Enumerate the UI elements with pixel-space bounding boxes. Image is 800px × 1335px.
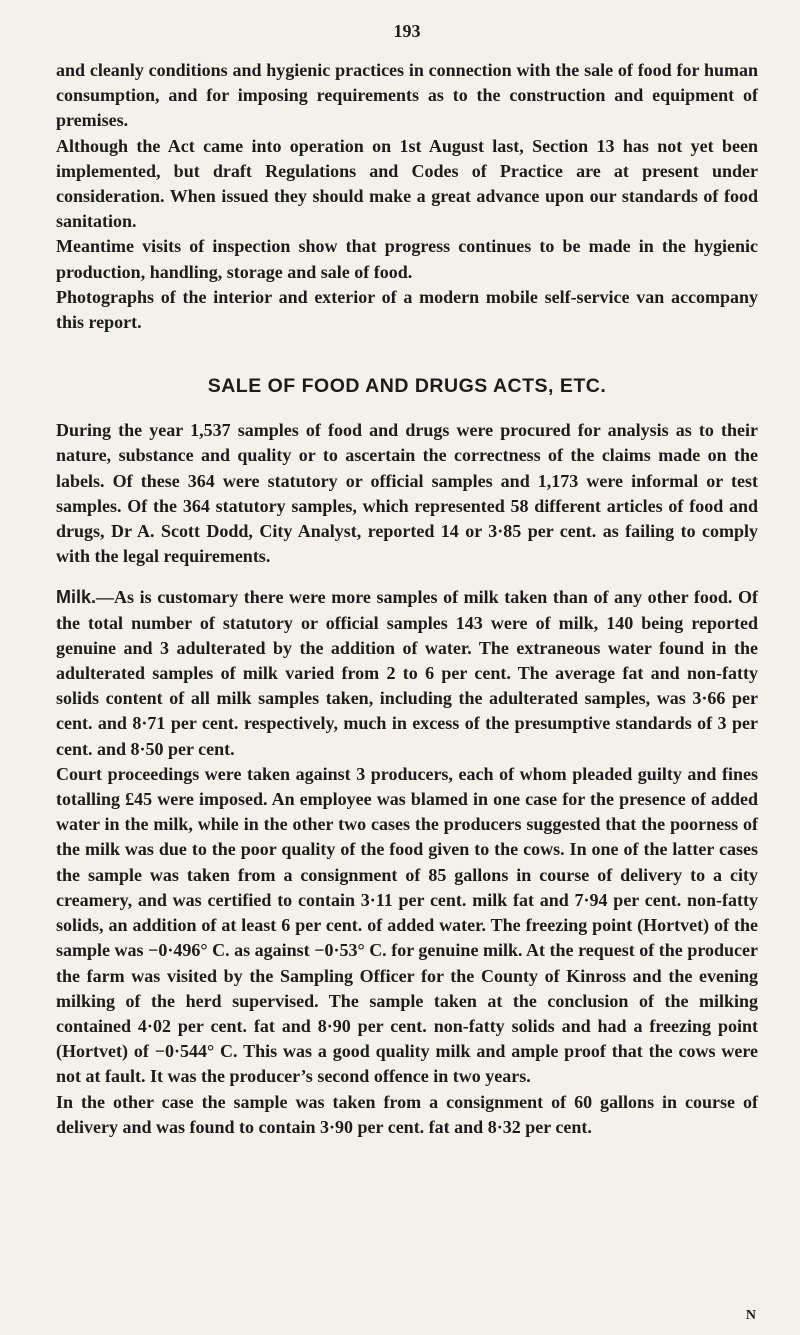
paragraph-food-hygiene-continuation: and cleanly conditions and hygienic practices in connection with the sale of food for human consumption, and for imposing requirements as to the construction and equipment of premises. <box>56 60 758 131</box>
paragraph-act-implementation: Although the Act came into operation on 1st August last, Section 13 has not yet been implemented, but draft Regulations and Codes of Practice are at present under consideration. When issued they should make a great advance upon our standards of food sanitation. <box>56 135 758 232</box>
milk-run-in-heading: Milk. <box>56 587 97 608</box>
printer-signature-mark: N <box>745 1308 756 1323</box>
paragraph-court-proceedings: Court proceedings were taken against 3 producers, each of whom pleaded guilty and fines totalling £45 were imposed. An employee was blamed in one case for the presence of added water in the milk, while in the other two cases the producers suggested that the poorness of the milk was due to the poor quality of the food given to the cows. In one of the latter cases the sample was taken from a consignment of 85 gallons in course of delivery to a city creamery, and was certified to contain 3·11 per cent. milk fat and 7·94 per cent. non-fatty solids, an addition of at least 6 per cent. of added water. The freezing point (Hortvet) of the sample was −0·496° C. as against −0·53° C. for genuine milk. At the request of the producer the farm was visited by the Sampling Officer for the County of Kinross and the evening milking of the herd supervised. The sample taken at the conclusion of the milking contained 4·02 per cent. fat and 8·90 per cent. non-fatty solids and had a freezing point (Hortvet) of −0·544° C. This was a good quality milk and ample proof that the cows were not at fault. It was the producer’s second offence in two years. <box>56 763 758 1087</box>
milk-overview-text: —As is customary there were more samples of milk taken than of any other food. Of the total number of statutory or official samples 143 were of milk, 140 being reported genuine and 3 adulterated by the addition of water. The extraneous water found in the adulterated samples of milk varied from 2 to 6 per cent. The average fat and non-fatty solids content of all milk samples taken, including the adulterated samples, was 3·66 per cent. and 8·71 per cent. respectively, much in excess of the presumptive standards of 3 per cent. and 8·50 per cent. <box>56 587 758 759</box>
section-heading: SALE OF FOOD AND DRUGS ACTS, ETC. <box>207 375 607 398</box>
paragraph-inspection-progress: Meantime visits of inspection show that progress continues to be made in the hygienic production, handling, storage and sale of food. <box>56 236 758 282</box>
paragraph-samples-summary: During the year 1,537 samples of food and drugs were procured for analysis as to their nature, substance and quality or to ascertain the correctness of the claims made on the labels. Of these 364 were statutory or official samples and 1,173 were informal or test samples. Of the 364 statutory samples, which represented 58 different articles of food and drugs, Dr A. Scott Dodd, City Analyst, reported 14 or 3·85 per cent. as failing to comply with the legal requirements. <box>56 420 758 567</box>
paragraph-milk-overview <box>56 585 758 761</box>
page-number: 193 <box>393 21 421 41</box>
paragraph-gap <box>56 569 758 585</box>
paragraph-photographs-note: Photographs of the interior and exterior of a modern mobile self-service van accompany this report. <box>56 286 758 333</box>
paragraph-other-case: In the other case the sample was taken from a consignment of 60 gallons in course of delivery and was found to contain 3·90 per cent. fat and 8·32 per cent. <box>56 1091 758 1137</box>
